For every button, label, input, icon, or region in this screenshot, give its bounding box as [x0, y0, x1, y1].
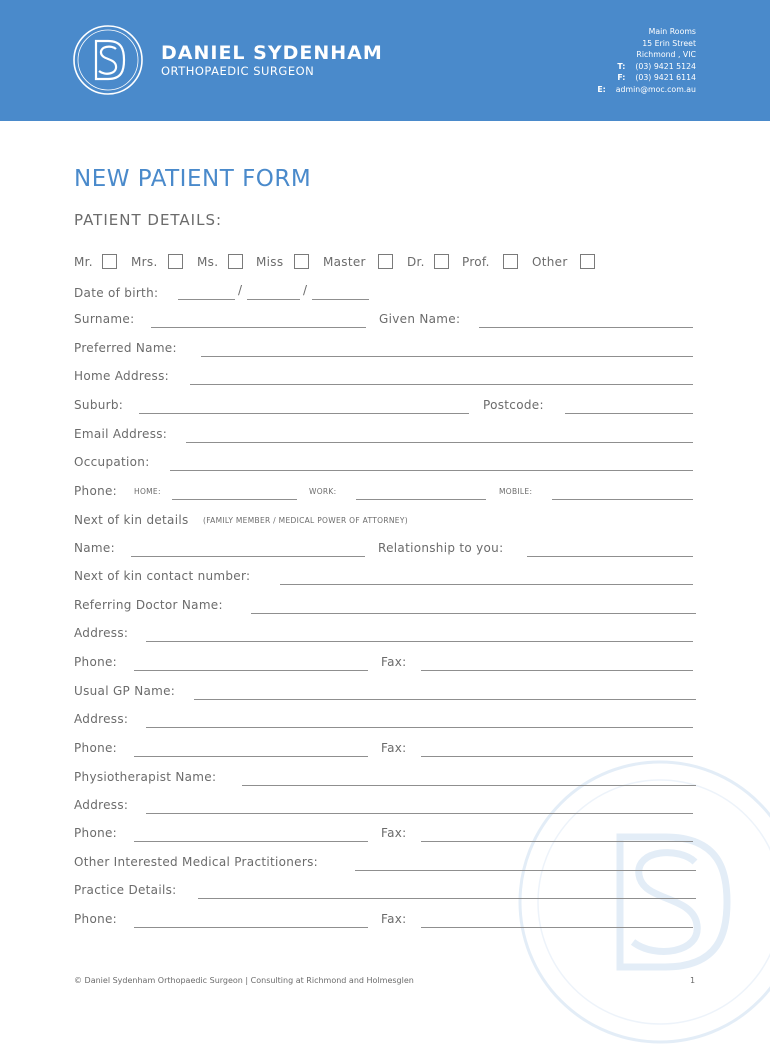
address-line-2: 15 Erin Street [642, 38, 696, 48]
title-other-checkbox[interactable] [580, 254, 595, 269]
preferred-name-field[interactable] [201, 356, 693, 357]
form-title: NEW PATIENT FORM [74, 166, 312, 192]
gp-address-label: Address: [74, 712, 129, 726]
physio-phone-label: Phone: [74, 826, 118, 840]
usual-gp-label: Usual GP Name: [74, 684, 176, 698]
referring-phone-label: Phone: [74, 655, 118, 669]
physio-fax-field[interactable] [421, 841, 693, 842]
email-label: Email Address: [74, 427, 168, 441]
gp-phone-field[interactable] [134, 756, 368, 757]
email-address: admin@moc.com.au [615, 84, 696, 94]
surname-label: Surname: [74, 312, 135, 326]
title-master-checkbox[interactable] [378, 254, 393, 269]
gp-phone-label: Phone: [74, 741, 118, 755]
referring-fax-field[interactable] [421, 670, 693, 671]
title-mrs-checkbox[interactable] [168, 254, 183, 269]
gp-address-field[interactable] [146, 727, 693, 728]
kin-name-field[interactable] [131, 556, 365, 557]
fax-label: F: [617, 73, 626, 82]
title-dr-checkbox[interactable] [434, 254, 449, 269]
dob-month-field[interactable] [247, 299, 300, 300]
surgeon-name: DANIEL SYDENHAM [161, 42, 383, 64]
other-practitioners-field[interactable] [355, 870, 696, 871]
gp-fax-label: Fax: [381, 741, 407, 755]
phone-number: (03) 9421 5124 [635, 61, 696, 71]
practice-fax-field[interactable] [421, 927, 693, 928]
home-address-field[interactable] [190, 384, 693, 385]
next-of-kin-heading: Next of kin details [74, 513, 189, 527]
title-miss-checkbox[interactable] [294, 254, 309, 269]
email-label: E: [597, 84, 606, 94]
other-practitioners-label: Other Interested Medical Practitioners: [74, 855, 318, 869]
page-number: 1 [690, 976, 696, 985]
given-name-label: Given Name: [379, 312, 461, 326]
title-ms-label: Ms. [197, 255, 219, 269]
practice-phone-label: Phone: [74, 912, 118, 926]
relationship-field[interactable] [527, 556, 693, 557]
surgeon-specialty: ORTHOPAEDIC SURGEON [161, 64, 315, 78]
dob-day-field[interactable] [178, 299, 235, 300]
title-master-label: Master [323, 255, 366, 269]
practice-phone-field[interactable] [134, 927, 368, 928]
preferred-name-label: Preferred Name: [74, 341, 177, 355]
kin-name-label: Name: [74, 541, 115, 555]
home-phone-label: HOME: [134, 487, 161, 496]
postcode-label: Postcode: [483, 398, 544, 412]
dob-label: Date of birth: [74, 286, 159, 300]
watermark-logo-icon [515, 757, 770, 1047]
kin-contact-field[interactable] [280, 584, 693, 585]
title-mr-label: Mr. [74, 255, 93, 269]
title-mrs-label: Mrs. [131, 255, 158, 269]
title-miss-label: Miss [256, 255, 284, 269]
footer-copyright: © Daniel Sydenham Orthopaedic Surgeon | Consulting at Richmond and Holmesglen [74, 976, 414, 985]
usual-gp-field[interactable] [194, 699, 696, 700]
letterhead-banner [0, 0, 770, 121]
physio-fax-label: Fax: [381, 826, 407, 840]
address-line-3: Richmond , VIC [636, 50, 696, 59]
relationship-label: Relationship to you: [378, 541, 504, 555]
address-line-1: Main Rooms [648, 27, 696, 36]
physio-label: Physiotherapist Name: [74, 770, 217, 784]
given-name-field[interactable] [479, 327, 693, 328]
work-phone-field[interactable] [356, 499, 486, 500]
kin-contact-label: Next of kin contact number: [74, 569, 251, 583]
postcode-field[interactable] [565, 413, 693, 414]
mobile-phone-field[interactable] [552, 499, 693, 500]
mobile-phone-label: MOBILE: [499, 487, 533, 496]
physio-phone-field[interactable] [134, 841, 368, 842]
referring-address-field[interactable] [146, 641, 693, 642]
ds-logo-icon [72, 24, 144, 96]
practice-details-label: Practice Details: [74, 883, 177, 897]
home-phone-field[interactable] [172, 499, 297, 500]
phone-line [597, 61, 696, 73]
title-other-label: Other [532, 255, 568, 269]
title-prof-label: Prof. [462, 255, 490, 269]
email-field[interactable] [186, 442, 693, 443]
referring-address-label: Address: [74, 626, 129, 640]
suburb-label: Suburb: [74, 398, 124, 412]
occupation-label: Occupation: [74, 455, 150, 469]
title-prof-checkbox[interactable] [503, 254, 518, 269]
referring-doctor-label: Referring Doctor Name: [74, 598, 223, 612]
practice-fax-label: Fax: [381, 912, 407, 926]
physio-field[interactable] [242, 785, 696, 786]
title-dr-label: Dr. [407, 255, 425, 269]
surname-field[interactable] [151, 327, 366, 328]
work-phone-label: WORK: [309, 487, 337, 496]
referring-fax-label: Fax: [381, 655, 407, 669]
title-ms-checkbox[interactable] [228, 254, 243, 269]
dob-separator: / [238, 283, 243, 297]
referring-phone-field[interactable] [134, 670, 368, 671]
physio-address-label: Address: [74, 798, 129, 812]
dob-year-field[interactable] [312, 299, 369, 300]
email-line [597, 84, 696, 96]
phone-label: T: [617, 61, 626, 71]
referring-doctor-field[interactable] [251, 613, 696, 614]
suburb-field[interactable] [139, 413, 469, 414]
gp-fax-field[interactable] [421, 756, 693, 757]
phone-label: Phone: [74, 484, 118, 498]
fax-line [597, 72, 696, 84]
dob-separator: / [303, 283, 308, 297]
physio-address-field[interactable] [146, 813, 693, 814]
fax-number: (03) 9421 6114 [635, 73, 696, 82]
contact-details [597, 26, 696, 95]
home-address-label: Home Address: [74, 369, 169, 383]
section-heading: PATIENT DETAILS: [74, 211, 223, 229]
title-mr-checkbox[interactable] [102, 254, 117, 269]
occupation-field[interactable] [170, 470, 693, 471]
next-of-kin-note: (FAMILY MEMBER / MEDICAL POWER OF ATTORNEY) [203, 516, 408, 525]
practice-details-field[interactable] [198, 898, 696, 899]
